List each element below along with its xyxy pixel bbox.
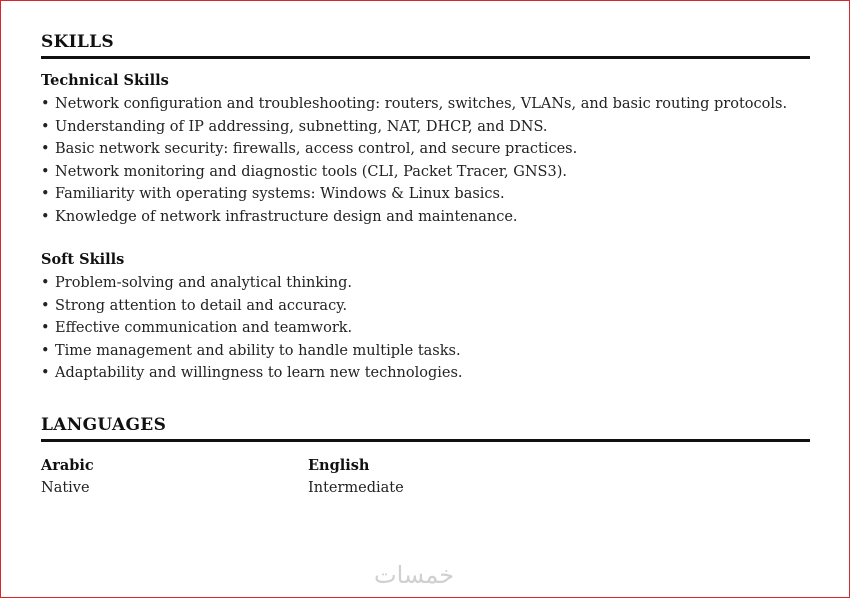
list-item: • Understanding of IP addressing, subnetting, NAT, DHCP, and DNS. [41, 118, 548, 135]
list-item: • Network monitoring and diagnostic tools (CLI, Packet Tracer, GNS3). [41, 163, 567, 180]
technical-skills-list [41, 93, 787, 229]
list-item: • Familiarity with operating systems: Windows & Linux basics. [41, 186, 505, 203]
soft-skills-list [41, 272, 463, 385]
list-item: • Basic network security: firewalls, access control, and secure practices. [41, 141, 578, 158]
technical-skills-heading: Technical Skills [41, 72, 169, 89]
list-item: • Network configuration and troubleshooting: routers, switches, VLANs, and basic routing protocols. [41, 96, 788, 112]
languages-divider [41, 439, 810, 442]
skills-divider [41, 56, 810, 59]
list-item: • Knowledge of network infrastructure design and maintenance. [41, 208, 518, 225]
language-name: Arabic [41, 457, 94, 474]
list-item: • Adaptability and willingness to learn new technologies. [41, 365, 463, 382]
list-item: • Problem-solving and analytical thinking. [41, 275, 353, 291]
languages-section-title: LANGUAGES [41, 415, 167, 435]
language-entry-english [308, 455, 404, 499]
soft-skills-heading: Soft Skills [41, 251, 125, 268]
watermark-logo: خمسات [374, 561, 455, 589]
language-name: English [308, 457, 370, 474]
language-entry-arabic [41, 455, 94, 499]
language-level: Native [41, 480, 90, 496]
list-item: • Time management and ability to handle multiple tasks. [41, 342, 461, 359]
list-item: • Effective communication and teamwork. [41, 320, 353, 337]
list-item: • Strong attention to detail and accuracy. [41, 297, 348, 314]
skills-section-title: SKILLS [41, 32, 114, 52]
language-level: Intermediate [308, 480, 404, 496]
